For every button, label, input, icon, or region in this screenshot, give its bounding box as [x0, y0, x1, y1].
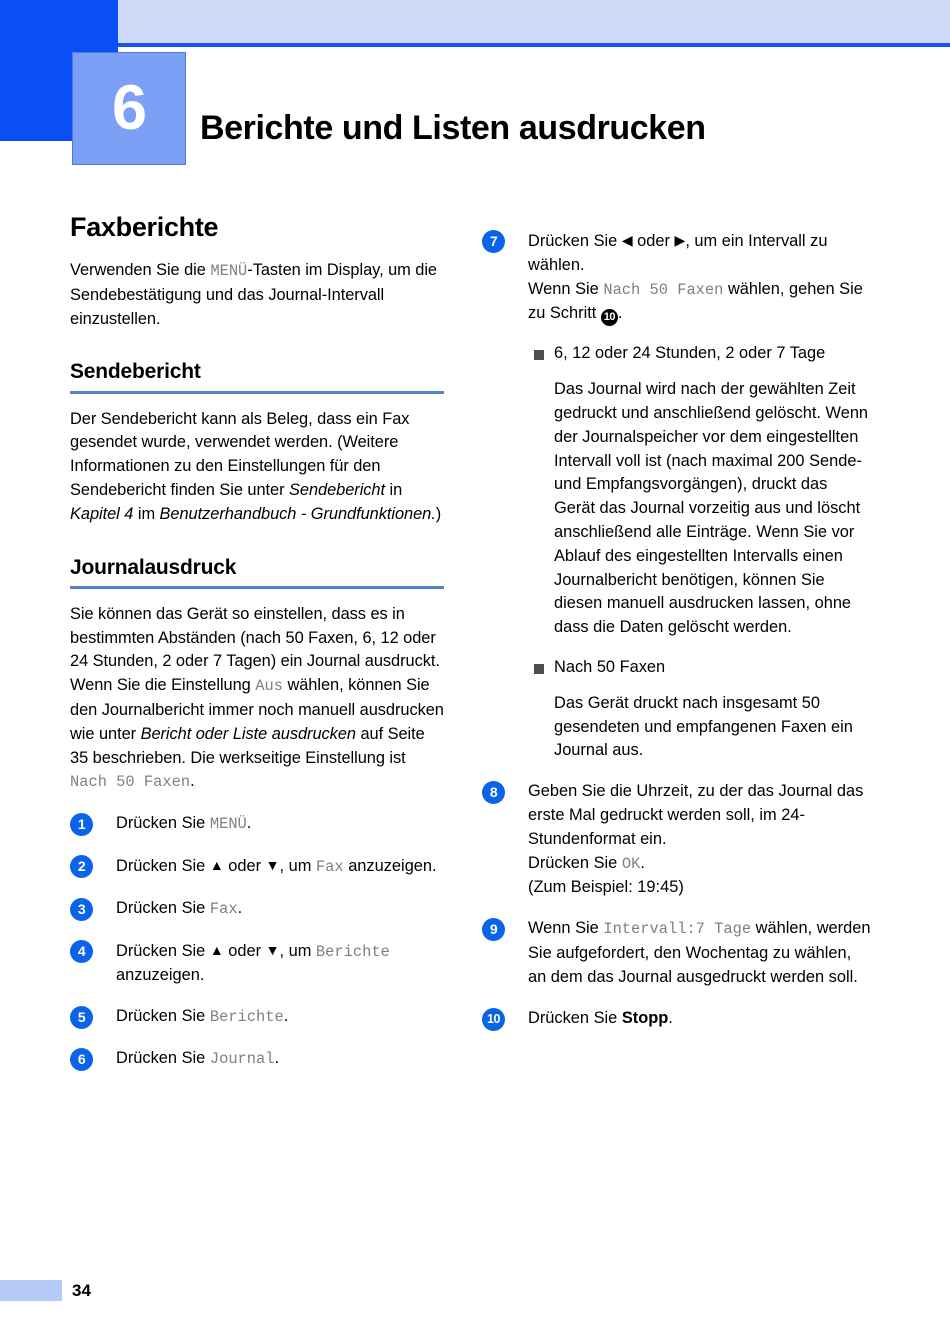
step-item-5: [70, 1005, 444, 1030]
page-number: 34: [72, 1281, 91, 1300]
step8-text-4: (Zum Beispiel: 19:45): [528, 878, 684, 897]
step10-text-1: Drücken Sie: [528, 1008, 622, 1027]
sendebericht-paragraph: [70, 408, 444, 527]
step9-text-1: Wenn Sie: [528, 919, 604, 938]
sendebericht-italic-3: Benutzerhandbuch - Grundfunktionen.: [159, 504, 436, 523]
bullet-label-0: 6, 12 oder 24 Stunden, 2 oder 7 Tage: [554, 344, 826, 363]
step7-text-5: wählen, gehen Sie zu Schritt: [528, 279, 863, 323]
journal-text-2: wählen, können Sie den Journalbericht immer noch manuell ausdrucken wie unter: [70, 676, 444, 743]
step6-text-2: .: [274, 1048, 280, 1067]
intro-mono-menue: MENÜ: [210, 262, 248, 281]
step2-text-0: Drücken Sie: [116, 856, 210, 875]
step8-text-2: Drücken Sie: [528, 853, 622, 872]
step4-text-4: , um: [279, 941, 316, 960]
bullet-label-1: Nach 50 Faxen: [554, 657, 666, 676]
bullet-body-0: Das Journal wird nach der gewählten Zeit gedruckt und anschließend gelöscht. Wenn der Journalspeicher vor dem eingestellten Intervall voll ist (nach maximal 200 Sende- und Empfangsvorgängen), druckt das Gerät das Journal vorzeitig aus und löscht anschließend alle Einträge. Wenn Sie vor Ablauf des eingestellten Intervalls einen Journalbericht benötigen, können Sie diesen manuell ausdrucken lassen, ohne dass die Daten gelöscht werden.: [554, 380, 869, 637]
arrow-up-icon: ▲: [209, 856, 224, 873]
step1-text-2: .: [246, 814, 252, 833]
sendebericht-text-2: in: [385, 481, 403, 500]
step4-text-0: Drücken Sie: [116, 941, 210, 960]
journal-mono-nach50faxen: Nach 50 Faxen: [70, 773, 191, 792]
step4-mono-5: Berichte: [315, 942, 390, 961]
step-number-4: 4: [70, 940, 93, 963]
step10-text-2: .: [668, 1008, 673, 1027]
interval-option-list: [534, 342, 872, 763]
intro-paragraph: [70, 259, 444, 331]
left-column: [70, 212, 444, 1072]
step6-mono-1: Journal: [209, 1049, 275, 1068]
left-step-list: [70, 812, 444, 1072]
step-item-4: [70, 939, 444, 989]
sendebericht-italic-1: Sendebericht: [289, 481, 386, 500]
bullet-item-0: [534, 342, 872, 366]
step6-text-0: Drücken Sie: [116, 1048, 210, 1067]
journal-text-4: .: [190, 772, 195, 791]
step-item-10: [482, 1007, 872, 1031]
step8-mono-ok: OK: [621, 854, 641, 873]
bullet-item-1: [534, 656, 872, 680]
step-item-6: [70, 1047, 444, 1072]
arrow-left-icon: ◀: [621, 232, 633, 248]
step-item-7: [482, 229, 872, 326]
section-heading-sendebericht: Sendebericht: [70, 359, 444, 393]
step-number-2: 2: [70, 855, 93, 878]
step5-mono-1: Berichte: [209, 1008, 284, 1027]
intro-text-2: -Tasten im Display, um die Sendebestätigung und das Journal-Intervall einzustellen.: [70, 261, 437, 328]
step-item-9: [482, 917, 872, 989]
sendebericht-text-1: Der Sendebericht kann als Beleg, dass ein Fax gesendet wurde, verwendet werden. (Weitere Informationen zu den Einstellungen für den Sendebericht finden Sie unter: [70, 409, 410, 500]
chapter-number-box: [72, 52, 186, 165]
arrow-down-icon: ▼: [265, 856, 280, 873]
step1-text-0: Drücken Sie: [116, 814, 210, 833]
step2-mono-5: Fax: [315, 857, 344, 876]
step-number-6: 6: [70, 1048, 93, 1071]
step-number-9: 9: [482, 918, 505, 941]
bullet-body-1: Das Gerät druckt nach insgesamt 50 gesendeten und empfangenen Faxen ein Journal aus.: [554, 693, 853, 760]
step-number-10: 10: [482, 1008, 505, 1031]
square-bullet-icon: [534, 350, 544, 360]
step7-text-4: Wenn Sie: [528, 279, 604, 298]
step3-text-2: .: [237, 898, 243, 917]
step10-bold-stopp: Stopp: [621, 1008, 669, 1027]
step9-text-2: wählen, werden Sie aufgefordert, den Wochentag zu wählen, an dem das Journal ausgedruckt werden soll.: [528, 919, 871, 986]
step3-text-0: Drücken Sie: [116, 898, 210, 917]
square-bullet-icon: [534, 664, 544, 674]
journal-paragraph: [70, 603, 444, 795]
footer-color-bar: [0, 1280, 62, 1301]
step2-text-4: , um: [279, 856, 316, 875]
step8-text-1: Geben Sie die Uhrzeit, zu der das Journal das erste Mal gedruckt werden soll, im 24-Stundenformat ein.: [528, 782, 864, 848]
chapter-number: 6: [111, 73, 147, 143]
step4-text-6: anzuzeigen.: [116, 966, 205, 985]
step8-text-3: .: [640, 853, 645, 872]
sendebericht-italic-2: Kapitel 4: [70, 504, 134, 523]
journal-text-3: auf Seite 35 beschrieben. Die werkseitige Einstellung ist: [70, 724, 425, 767]
step7-text-3: , um ein Intervall zu wählen.: [528, 232, 828, 274]
step7-text-1: Drücken Sie: [528, 232, 622, 250]
step-item-2: [70, 854, 444, 880]
arrow-down-icon: ▼: [265, 941, 280, 958]
step-number-7: 7: [482, 230, 505, 253]
step2-text-6: anzuzeigen.: [343, 856, 437, 875]
step7-mono-nach50faxen: Nach 50 Faxen: [603, 280, 724, 299]
step-number-8: 8: [482, 781, 505, 804]
section-heading-faxberichte: Faxberichte: [70, 212, 219, 242]
step1-mono-1: MENÜ: [209, 815, 247, 834]
step-reference-badge-10: 10: [601, 309, 618, 326]
section-heading-journalausdruck: Journalausdruck: [70, 555, 444, 589]
header-top-band: [118, 0, 950, 47]
sendebericht-text-3: im: [133, 504, 160, 523]
step-number-1: 1: [70, 813, 93, 836]
arrow-right-icon: ▶: [674, 232, 686, 248]
journal-text-1: Sie können das Gerät so einstellen, dass es in bestimmten Abständen (nach 50 Faxen, 6, 12 oder 24 Stunden, 2 oder 7 Tagen) ein Journal ausdruckt. Wenn Sie die Einstellung: [70, 604, 440, 695]
step-item-3: [70, 897, 444, 922]
step4-text-2: oder: [223, 941, 266, 960]
step7-text-6: .: [617, 304, 623, 323]
step-number-5: 5: [70, 1006, 93, 1029]
step-item-1: [70, 812, 444, 837]
right-column: [482, 212, 872, 1030]
journal-mono-aus: Aus: [255, 677, 283, 696]
step7-text-2: oder: [632, 232, 675, 250]
step9-mono-intervall: Intervall:7 Tage: [603, 920, 752, 939]
step5-text-2: .: [283, 1007, 289, 1026]
step-number-3: 3: [70, 898, 93, 921]
chapter-title: Berichte und Listen ausdrucken: [200, 108, 706, 147]
sendebericht-text-4: ): [435, 504, 442, 523]
step2-text-2: oder: [223, 856, 266, 875]
step3-mono-1: Fax: [209, 899, 238, 918]
intro-text-1: Verwenden Sie die: [70, 261, 211, 280]
step-item-8: [482, 780, 872, 900]
journal-italic-1: Bericht oder Liste ausdrucken: [140, 724, 356, 743]
step5-text-0: Drücken Sie: [116, 1007, 210, 1026]
arrow-up-icon: ▲: [209, 941, 224, 958]
